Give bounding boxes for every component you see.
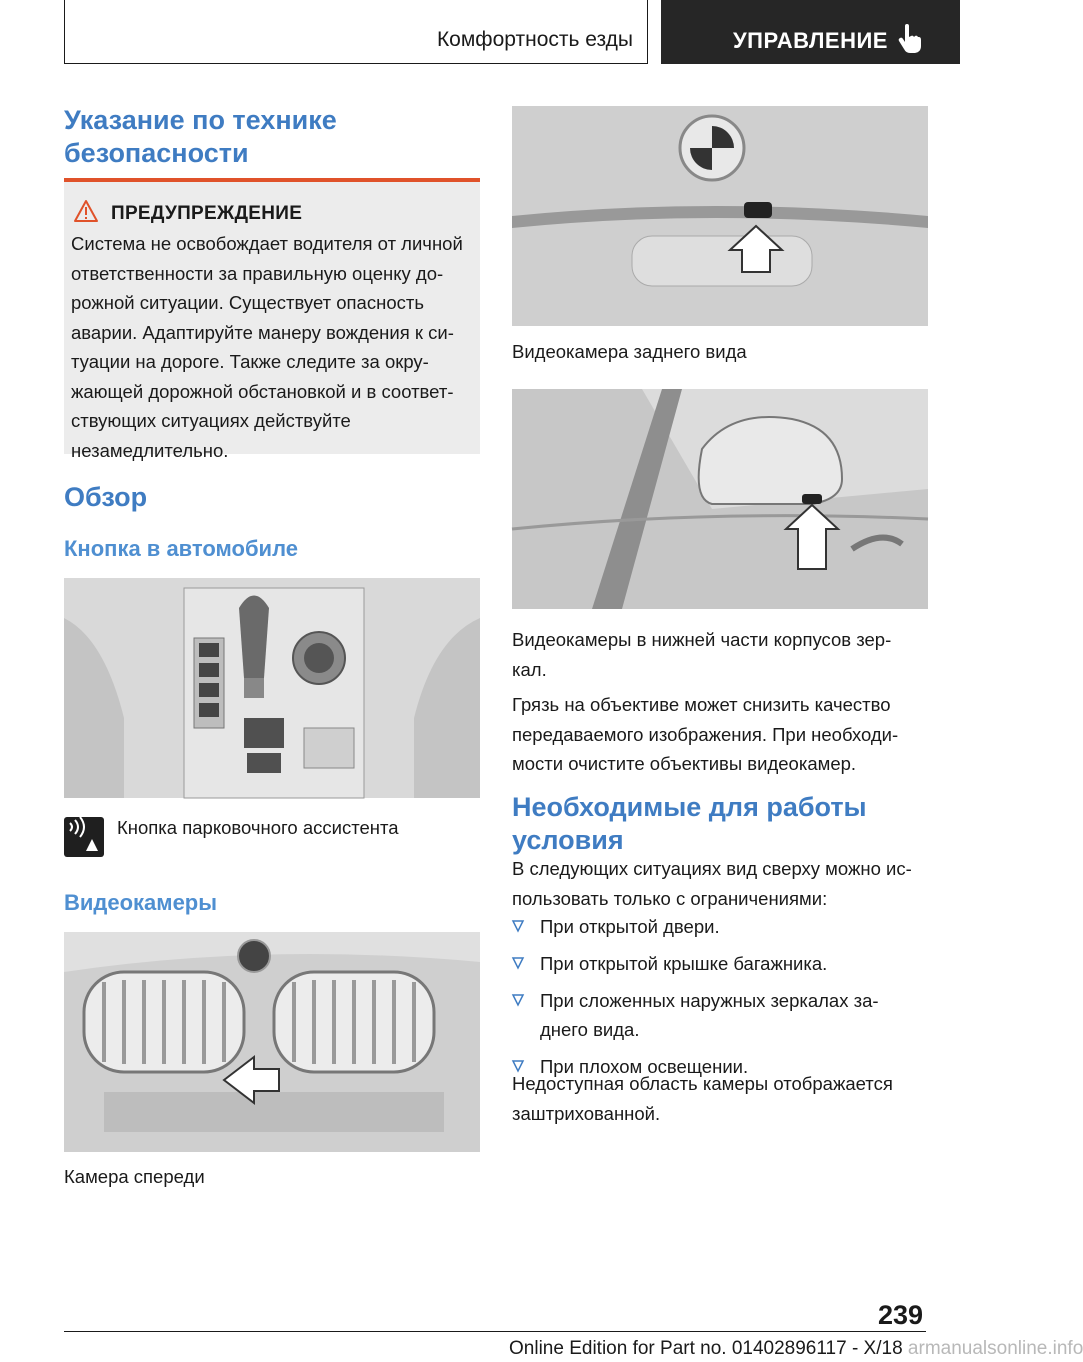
triangle-bullet-icon <box>512 920 524 932</box>
safety-heading: Указание по технике безопасности <box>64 105 337 168</box>
front-camera-photo <box>64 932 480 1152</box>
cameras-heading: Видеокамеры <box>64 890 218 915</box>
overview-heading: Обзор <box>64 482 148 512</box>
park-assist-icon <box>64 817 104 857</box>
header-section-title: Комфортность езды <box>436 28 633 51</box>
footer-watermark: armanualsonline.info <box>907 1338 1083 1359</box>
rear-camera-photo <box>512 106 928 326</box>
header-chapter-box <box>661 0 960 64</box>
warning-triangle-icon <box>74 200 98 222</box>
button-heading: Кнопка в автомобиле <box>64 536 298 561</box>
list-item: При открытой двери. <box>512 912 922 941</box>
triangle-bullet-icon <box>512 994 524 1006</box>
conditions-list <box>512 912 922 1089</box>
hatched-area-text: Недоступная область камеры отображается заштрихованной. <box>512 1073 893 1124</box>
conditions-heading: Необходимые для работы условия <box>512 792 867 855</box>
list-item: При сложенных наружных зеркалах за-днего вида. <box>512 986 922 1044</box>
front-camera-caption: Камера спереди <box>64 1166 205 1187</box>
header-chapter-title: УПРАВЛЕНИЕ <box>733 28 888 53</box>
header-section-box <box>64 0 648 64</box>
warning-title: ПРЕДУПРЕЖДЕНИЕ <box>111 203 303 224</box>
page-number: 239 <box>878 1300 924 1330</box>
conditions-intro: В следующих ситуациях вид сверху можно ис-пользовать только с ограничениями: <box>512 858 912 909</box>
footer-rule <box>64 1331 926 1332</box>
warning-text: Система не освобождает водителя от личной ответственности за правильную оценку до-рожной ситуации. Существует опасность аварии. Адаптируйте манеру вождения к си-туации на дороге. Также следите за окру-жающей дорожной обстановкой и в соответ-ствующих ситуациях действуйте незамедлительно. <box>71 233 463 461</box>
list-item: При плохом освещении. <box>512 1052 922 1081</box>
hand-pointer-icon <box>897 24 923 54</box>
center-console-photo <box>64 578 480 798</box>
mirror-camera-photo <box>512 389 928 609</box>
footer-edition: Online Edition for Part no. 01402896117 - X/18 armanualsonline.info <box>509 1338 1083 1359</box>
dirt-text: Грязь на объективе может снизить качество передаваемого изображения. При необходи-мости очистите объективы видеокамер. <box>512 694 899 774</box>
rear-camera-caption: Видеокамера заднего вида <box>512 341 747 362</box>
list-item: При открытой крышке багажника. <box>512 949 922 978</box>
mirror-cameras-caption: Видеокамеры в нижней части корпусов зер-кал. <box>512 629 892 680</box>
triangle-bullet-icon <box>512 957 524 969</box>
park-assist-caption: Кнопка парковочного ассистента <box>117 817 399 838</box>
